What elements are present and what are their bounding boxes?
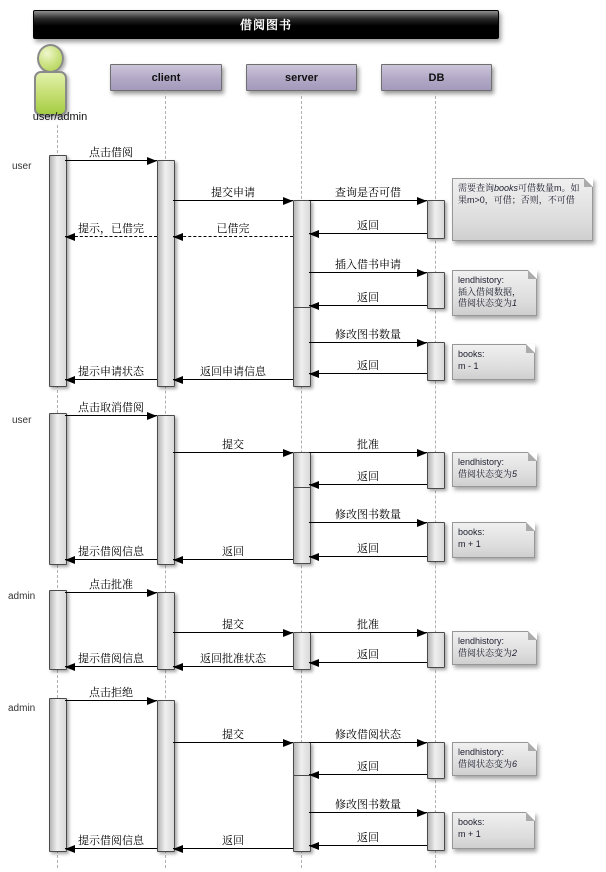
arrowhead-icon xyxy=(417,339,427,347)
activation-bar-db xyxy=(427,742,445,779)
message-label: 提示借阅信息 xyxy=(78,545,144,558)
arrowhead-icon xyxy=(173,376,183,384)
arrowhead-icon xyxy=(147,157,157,165)
message-arrow xyxy=(65,146,157,161)
activation-bar-user xyxy=(49,698,67,852)
arrowhead-icon xyxy=(147,697,157,705)
message-label: 插入借书申请 xyxy=(335,258,401,271)
message-arrow xyxy=(65,222,157,237)
message-arrow xyxy=(309,470,427,485)
arrowhead-icon xyxy=(173,845,183,853)
note-lendhistory-6 xyxy=(452,742,537,776)
lifeline-header-db xyxy=(381,64,492,91)
message-label: 返回 xyxy=(357,470,379,483)
arrowhead-icon xyxy=(65,376,75,384)
message-label: 修改图书数量 xyxy=(335,328,401,341)
message-label: 返回 xyxy=(357,831,379,844)
note-text: lendhistory: xyxy=(458,747,505,757)
message-arrow xyxy=(309,438,427,453)
message-label: 提示，已借完 xyxy=(78,222,144,235)
message-arrow xyxy=(65,686,157,701)
message-arrow xyxy=(65,834,157,849)
lifeline-header-server xyxy=(246,64,357,91)
actor-label: user/admin xyxy=(32,111,88,123)
note-text: m + 1 xyxy=(458,828,481,839)
note-text xyxy=(458,648,531,660)
arrowhead-icon xyxy=(309,553,319,561)
note-query-books xyxy=(452,178,593,241)
activation-bar-client xyxy=(157,160,175,387)
arrowhead-icon xyxy=(417,197,427,205)
message-label: 返回 xyxy=(222,834,244,847)
message-arrow xyxy=(309,648,427,663)
message-label: 返回 xyxy=(357,760,379,773)
activation-bar-db xyxy=(427,812,445,851)
diagram-title-bar xyxy=(33,10,499,39)
arrowhead-icon xyxy=(173,233,183,241)
lifeline-db-label: DB xyxy=(428,71,445,84)
arrowhead-icon xyxy=(65,663,75,671)
note-text-em: 2 xyxy=(512,647,518,658)
arrowhead-icon xyxy=(417,739,427,747)
activation-bar-server xyxy=(293,742,311,852)
message-label: 批准 xyxy=(357,618,379,631)
activation-bar-client xyxy=(157,415,175,565)
arrowhead-icon xyxy=(309,771,319,779)
message-arrow xyxy=(173,834,293,849)
message-arrow xyxy=(173,728,293,743)
arrowhead-icon xyxy=(147,412,157,420)
message-label: 修改图书数量 xyxy=(335,508,401,521)
arrowhead-icon xyxy=(309,842,319,850)
message-label: 点击借阅 xyxy=(89,146,133,159)
note-text: books: xyxy=(458,817,485,827)
message-arrow xyxy=(65,365,157,380)
message-label: 批准 xyxy=(357,438,379,451)
message-label: 返回 xyxy=(357,291,379,304)
arrowhead-icon xyxy=(417,449,427,457)
arrowhead-icon xyxy=(173,556,183,564)
note-books-plus-2 xyxy=(452,812,535,849)
note-text: 借阅状态变为 xyxy=(458,298,513,309)
message-label: 点击拒绝 xyxy=(89,686,133,699)
arrowhead-icon xyxy=(417,519,427,527)
message-arrow xyxy=(309,760,427,775)
message-label: 提交申请 xyxy=(211,186,255,199)
activation-bar-db xyxy=(427,272,445,309)
note-text xyxy=(458,298,531,310)
message-arrow xyxy=(173,186,293,201)
note-text: 借阅状态变为 xyxy=(458,647,513,658)
message-arrow xyxy=(309,328,427,343)
activation-bar-db xyxy=(427,342,445,381)
section-label-user-2: user xyxy=(12,415,32,426)
message-arrow xyxy=(173,365,293,380)
message-label: 提交 xyxy=(222,728,244,741)
message-arrow xyxy=(309,219,427,234)
arrowhead-icon xyxy=(283,449,293,457)
activation-bar-user xyxy=(49,155,67,387)
note-lendhistory-2 xyxy=(452,631,537,665)
lifeline-server-label: server xyxy=(284,71,319,84)
message-label: 返回 xyxy=(357,648,379,661)
note-text: 借阅状态变为 xyxy=(458,468,513,479)
message-label: 返回 xyxy=(222,545,244,558)
arrowhead-icon xyxy=(173,663,183,671)
note-lendhistory-5 xyxy=(452,452,537,487)
activation-bar-user xyxy=(49,590,67,670)
note-text: lendhistory: xyxy=(458,457,505,467)
activation-bar-db xyxy=(427,522,445,562)
message-label: 修改图书数量 xyxy=(335,798,401,811)
note-text-em: 1 xyxy=(512,298,518,309)
message-arrow xyxy=(65,401,157,416)
message-label: 查询是否可借 xyxy=(335,186,401,199)
note-text: lendhistory: xyxy=(458,275,505,285)
arrowhead-icon xyxy=(309,302,319,310)
arrowhead-icon xyxy=(417,269,427,277)
message-label: 提交 xyxy=(222,438,244,451)
message-label: 点击取消借阅 xyxy=(78,401,144,414)
arrowhead-icon xyxy=(417,809,427,817)
arrowhead-icon xyxy=(309,659,319,667)
message-arrow xyxy=(173,545,293,560)
message-label: 修改借阅状态 xyxy=(335,728,401,741)
message-arrow xyxy=(309,798,427,813)
arrowhead-icon xyxy=(283,629,293,637)
message-label: 返回 xyxy=(357,219,379,232)
note-text: books: xyxy=(458,349,485,359)
section-label-user-1: user xyxy=(12,161,32,172)
actor-person-icon-body xyxy=(34,71,67,116)
note-text xyxy=(458,469,531,481)
note-text-em: books xyxy=(494,183,519,193)
activation-bar-db xyxy=(427,200,445,239)
message-arrow xyxy=(309,542,427,557)
note-text: books: xyxy=(458,527,485,537)
note-lendhistory-insert xyxy=(452,270,537,316)
note-books-minus xyxy=(452,344,535,380)
message-label: 返回批准状态 xyxy=(200,652,266,665)
lifeline-client-label: client xyxy=(151,71,181,84)
note-books-plus-1 xyxy=(452,522,535,558)
message-arrow xyxy=(65,578,157,593)
note-text: m - 1 xyxy=(458,360,479,371)
activation-bar-server xyxy=(293,452,311,564)
activation-bar-client xyxy=(157,700,175,852)
arrowhead-icon xyxy=(417,629,427,637)
message-label: 提交 xyxy=(222,618,244,631)
activation-bar-client xyxy=(157,592,175,670)
message-arrow xyxy=(309,186,427,201)
message-arrow xyxy=(309,728,427,743)
activation-bar-db xyxy=(427,452,445,489)
message-arrow xyxy=(309,359,427,374)
activation-bar-server xyxy=(293,200,311,387)
message-label: 提示借阅信息 xyxy=(78,834,144,847)
message-arrow xyxy=(309,291,427,306)
activation-bar-db xyxy=(427,632,445,668)
note-text-em: 6 xyxy=(512,758,518,769)
section-label-admin-1: admin xyxy=(8,591,36,602)
message-arrow xyxy=(309,618,427,633)
message-label: 返回 xyxy=(357,359,379,372)
arrowhead-icon xyxy=(65,845,75,853)
message-label: 返回申请信息 xyxy=(200,365,266,378)
message-arrow xyxy=(65,652,157,667)
message-label: 提示借阅信息 xyxy=(78,652,144,665)
message-arrow xyxy=(309,831,427,846)
arrowhead-icon xyxy=(309,230,319,238)
arrowhead-icon xyxy=(283,197,293,205)
message-arrow xyxy=(65,545,157,560)
message-arrow xyxy=(173,438,293,453)
message-arrow xyxy=(309,508,427,523)
message-label: 点击批准 xyxy=(89,578,133,591)
note-text xyxy=(458,759,531,771)
section-label-admin-2: admin xyxy=(8,703,36,714)
note-text: 需要查询 xyxy=(458,183,495,193)
arrowhead-icon xyxy=(309,481,319,489)
message-label: 返回 xyxy=(357,542,379,555)
note-text: 插入借阅数据， xyxy=(458,286,522,297)
lifeline-header-client xyxy=(110,64,222,91)
message-arrow xyxy=(309,258,427,273)
arrowhead-icon xyxy=(147,589,157,597)
message-label: 提示申请状态 xyxy=(78,365,144,378)
message-arrow xyxy=(173,618,293,633)
activation-bar-user xyxy=(49,413,67,565)
diagram-title: 借阅图书 xyxy=(239,18,292,32)
note-text-em: 5 xyxy=(512,468,518,479)
arrowhead-icon xyxy=(309,370,319,378)
message-arrow xyxy=(173,652,293,667)
message-label: 已借完 xyxy=(216,222,250,235)
actor-person-icon xyxy=(37,44,64,73)
note-text: m + 1 xyxy=(458,538,481,549)
message-arrow xyxy=(173,222,293,237)
note-text: 可借数量m。如果m>0，可借；否则，不可借 xyxy=(458,183,580,205)
note-text: 借阅状态变为 xyxy=(458,758,513,769)
arrowhead-icon xyxy=(65,556,75,564)
arrowhead-icon xyxy=(283,739,293,747)
note-text: lendhistory: xyxy=(458,636,505,646)
arrowhead-icon xyxy=(65,233,75,241)
